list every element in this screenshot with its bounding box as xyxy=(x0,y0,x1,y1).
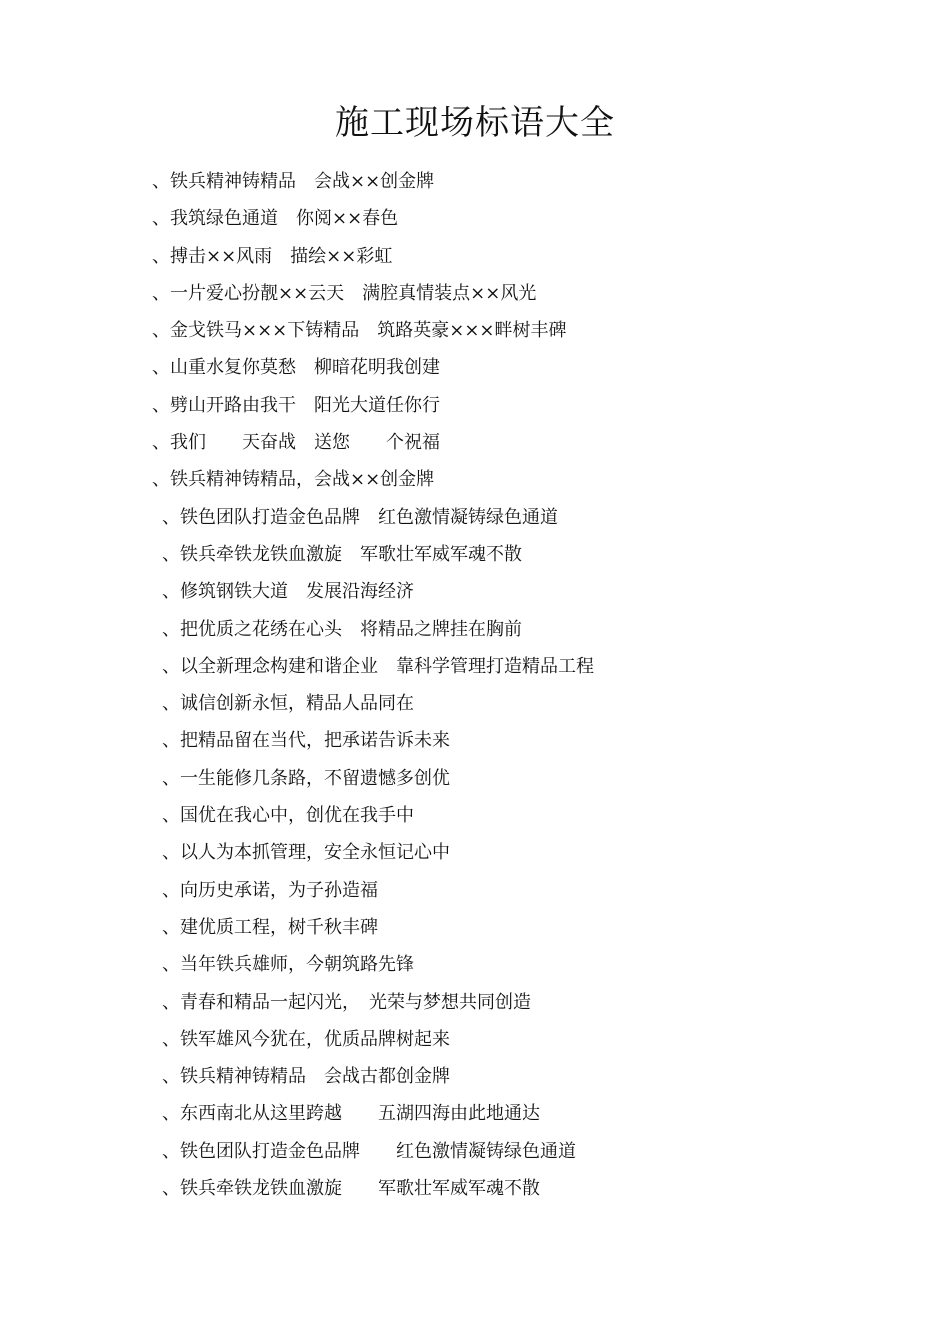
list-item: 、国优在我心中，创优在我手中 xyxy=(162,805,414,827)
slogan-list xyxy=(152,163,594,1207)
list-item: 、把精品留在当代，把承诺告诉未来 xyxy=(162,730,450,752)
list-item: 、建优质工程，树千秋丰碑 xyxy=(162,916,378,938)
list-item: 、以全新理念构建和谐企业 靠科学管理打造精品工程 xyxy=(162,655,594,677)
list-item: 、铁兵精神铸精品 会战××创金牌 xyxy=(152,171,435,192)
list-item: 、一片爱心扮靓××云天 满腔真情装点××风光 xyxy=(152,282,537,304)
list-item: 、东西南北从这里跨越 五湖四海由此地通达 xyxy=(162,1103,540,1125)
list-item: 、铁兵精神铸精品，会战××创金牌 xyxy=(152,469,435,491)
list-item: 、铁兵牵铁龙铁血激旋 军歌壮军威军魂不散 xyxy=(162,1178,540,1200)
list-item: 、山重水复你莫愁 柳暗花明我创建 xyxy=(152,357,440,379)
list-item: 、铁兵精神铸精品 会战古都创金牌 xyxy=(162,1066,450,1088)
list-item: 、当年铁兵雄师，今朝筑路先锋 xyxy=(162,954,414,976)
list-item: 、铁兵牵铁龙铁血激旋 军歌壮军威军魂不散 xyxy=(162,543,522,565)
document-title: 施工现场标语大全 xyxy=(335,103,615,143)
list-item: 、铁色团队打造金色品牌 红色激情凝铸绿色通道 xyxy=(162,506,558,528)
list-item: 、我筑绿色通道 你阅××春色 xyxy=(152,208,399,230)
list-item: 、青春和精品一起闪光， 光荣与梦想共同创造 xyxy=(162,991,531,1013)
list-item: 、向历史承诺，为子孙造福 xyxy=(162,879,378,901)
list-item: 、铁色团队打造金色品牌 红色激情凝铸绿色通道 xyxy=(162,1140,576,1162)
list-item: 、铁军雄风今犹在，优质品牌树起来 xyxy=(162,1028,450,1050)
list-item: 、金戈铁马×××下铸精品 筑路英豪×××畔树丰碑 xyxy=(152,320,567,342)
list-item: 、我们 天奋战 送您 个祝福 xyxy=(152,432,440,454)
list-item: 、诚信创新永恒，精品人品同在 xyxy=(162,693,414,715)
list-item: 、搏击××风雨 描绘××彩虹 xyxy=(152,245,393,267)
list-item: 、修筑钢铁大道 发展沿海经济 xyxy=(162,581,414,603)
list-item: 、把优质之花绣在心头 将精品之牌挂在胸前 xyxy=(162,618,522,640)
list-item: 、以人为本抓管理，安全永恒记心中 xyxy=(162,842,450,864)
list-item: 、劈山开路由我干 阳光大道任你行 xyxy=(152,394,440,416)
list-item: 、一生能修几条路，不留遗憾多创优 xyxy=(162,767,450,789)
